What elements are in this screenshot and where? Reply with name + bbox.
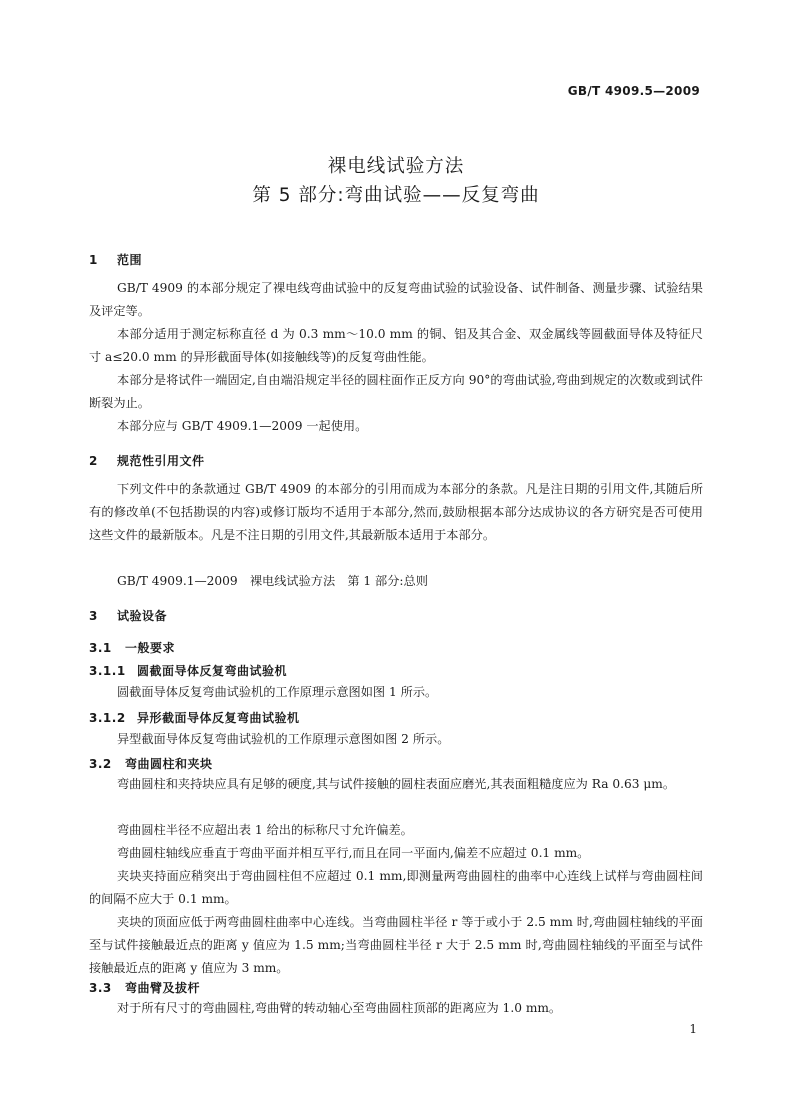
- section-number: 3.1: [89, 641, 112, 655]
- document-subtitle: 第 5 部分:弯曲试验——反复弯曲: [252, 185, 540, 206]
- section-1-paragraph-2: 本部分适用于测定标称直径 d 为 0.3 mm～10.0 mm 的铜、铝及其合金、双金属线等圆截面导体及特征尺寸 a≤20.0 mm 的异形截面导体(如接触线等)的反复弯曲性能。: [89, 327, 703, 364]
- normative-reference: GB/T 4909.1—2009 裸电线试验方法 第 1 部分:总则: [117, 574, 428, 588]
- standard-number: GB/T 4909.5—2009: [567, 84, 700, 98]
- document-title: 裸电线试验方法: [327, 156, 465, 177]
- section-3-1-2-heading: [89, 709, 300, 726]
- section-3-2-paragraph-1: 弯曲圆柱和夹持块应具有足够的硬度,其与试件接触的圆柱表面应磨光,其表面粗糙度应为 Ra 0.63 μm。: [117, 777, 676, 791]
- section-3-1-2-paragraph: 异型截面导体反复弯曲试验机的工作原理示意图如图 2 所示。: [117, 732, 450, 746]
- page-number: 1: [689, 1022, 697, 1036]
- section-3-1-1-paragraph: 圆截面导体反复弯曲试验机的工作原理示意图如图 1 所示。: [117, 685, 438, 699]
- section-title: 弯曲圆柱和夹块: [125, 757, 213, 771]
- section-2-paragraph-1: 下列文件中的条款通过 GB/T 4909 的本部分的引用而成为本部分的条款。凡是注日期的引用文件,其随后所有的修改单(不包括勘误的内容)或修订版均不适用于本部分,然而,鼓励根据本部分达成协议的各方研究是否可使用这些文件的最新版本。凡是不注日期的引用文件,其最新版本适用于本部分。: [89, 482, 703, 542]
- section-title: 一般要求: [125, 641, 176, 655]
- section-title: 规范性引用文件: [117, 454, 205, 468]
- section-number: 3.1.2: [89, 711, 126, 725]
- section-number: 3.1.1: [89, 664, 126, 678]
- section-3-3-heading: [89, 979, 200, 996]
- section-3-2-paragraph-2: 弯曲圆柱半径不应超出表 1 给出的标称尺寸允许偏差。: [117, 823, 413, 837]
- section-number: 3.2: [89, 757, 112, 771]
- section-title: 试验设备: [117, 609, 168, 623]
- section-number: 3: [89, 609, 98, 623]
- section-title: 圆截面导体反复弯曲试验机: [137, 664, 288, 678]
- section-3-3-paragraph: 对于所有尺寸的弯曲圆柱,弯曲臂的转动轴心至弯曲圆柱顶部的距离应为 1.0 mm。: [117, 1001, 562, 1015]
- section-3-2-paragraph-4: 夹块夹持面应稍突出于弯曲圆柱但不应超过 0.1 mm,即测量两弯曲圆柱的曲率中心连线上试样与弯曲圆柱间的间隔不应大于 0.1 mm。: [89, 869, 703, 906]
- section-1-paragraph-4: 本部分应与 GB/T 4909.1—2009 一起使用。: [117, 419, 368, 433]
- section-1-heading: [89, 251, 142, 268]
- section-3-1-1-heading: [89, 662, 287, 679]
- section-3-heading: [89, 607, 167, 624]
- section-number: 2: [89, 454, 98, 468]
- section-number: 3.3: [89, 981, 112, 995]
- section-1-paragraph-1: GB/T 4909 的本部分规定了裸电线弯曲试验中的反复弯曲试验的试验设备、试件制备、测量步骤、试验结果及评定等。: [89, 281, 703, 318]
- section-title: 范围: [117, 253, 143, 267]
- section-2-heading: [89, 452, 205, 469]
- section-1-paragraph-3: 本部分是将试件一端固定,自由端沿规定半径的圆柱面作正反方向 90°的弯曲试验,弯曲到规定的次数或到试件断裂为止。: [89, 373, 703, 410]
- section-3-2-heading: [89, 755, 213, 772]
- section-3-1-heading: [89, 639, 175, 656]
- section-number: 1: [89, 253, 98, 267]
- section-title: 弯曲臂及拔杆: [125, 981, 201, 995]
- section-3-2-paragraph-3: 弯曲圆柱轴线应垂直于弯曲平面并相互平行,而且在同一平面内,偏差不应超过 0.1 mm。: [117, 846, 590, 860]
- section-3-2-paragraph-5: 夹块的顶面应低于两弯曲圆柱曲率中心连线。当弯曲圆柱半径 r 等于或小于 2.5 mm 时,弯曲圆柱轴线的平面至与试件接触最近点的距离 y 值应为 1.5 mm;当弯曲圆柱半径 r 大于 2.5 mm 时,弯曲圆柱轴线的平面至与试件接触最近点的距离 y 值应为 3 mm。: [89, 915, 703, 975]
- section-title: 异形截面导体反复弯曲试验机: [137, 711, 300, 725]
